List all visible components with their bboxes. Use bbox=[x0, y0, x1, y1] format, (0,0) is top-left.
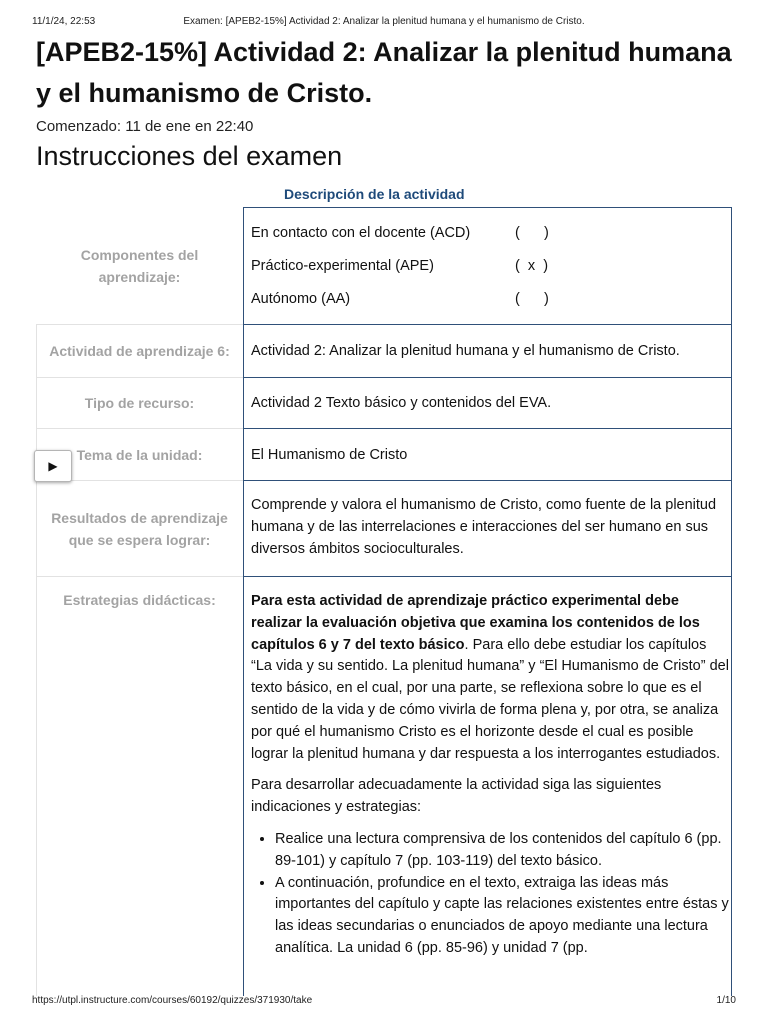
option-aa-mark: ( ) bbox=[515, 291, 549, 307]
activity-value: Actividad 2: Analizar la plenitud humana y el humanismo de Cristo. bbox=[251, 343, 680, 359]
topic-value: El Humanismo de Cristo bbox=[251, 447, 408, 463]
print-url: https://utpl.instructure.com/courses/60192/quizzes/371930/take bbox=[32, 995, 313, 1006]
started-timestamp: Comenzado: 11 de ene en 22:40 bbox=[36, 118, 254, 135]
list-item: • Realice una lectura comprensiva de los contenidos del capítulo 6 (pp. 89-101) y capítulo 7 (pp. 103-119) del texto básico. bbox=[275, 829, 729, 873]
table-caption: Descripción de la actividad bbox=[284, 186, 465, 202]
results-label: Resultados de aprendizaje que se espera lograr: bbox=[51, 509, 228, 548]
quiz-title: [APEB2-15%] Actividad 2: Analizar la plenitud humana y el humanismo de Cristo. bbox=[36, 37, 732, 108]
print-footer bbox=[32, 995, 736, 1009]
strategies-paragraph-1 bbox=[251, 591, 729, 765]
results-value: Comprende y valora el humanismo de Cristo, como fuente de la plenitud humana y de las interrelaciones e interacciones del ser humano en sus diversos ámbitos socioculturales. bbox=[251, 497, 717, 557]
components-label: Componentes del aprendizaje: bbox=[80, 247, 199, 285]
print-document-title: Examen: [APEB2-15%] Actividad 2: Analizar la plenitud humana y el humanismo de Cristo. bbox=[183, 16, 585, 27]
resource-value: Actividad 2 Texto básico y contenidos del EVA. bbox=[251, 395, 552, 411]
strategies-label-cell bbox=[36, 576, 243, 996]
strategies-label: Estrategias didácticas: bbox=[63, 592, 216, 608]
print-date: 11/1/24, 22:53 bbox=[32, 16, 96, 27]
play-button[interactable] bbox=[34, 450, 72, 482]
strategies-intro-rest: . Para ello debe estudiar los capítulos “La vida y su sentido. La plenitud humana” y “El Humanismo de Cristo” del texto básico, en el cual, por una parte, se reflexiona sobre lo que es el sentido de la vida y de cómo vivirla de forma plena y, por otra, se analiza por qué el humanismo Cristo es el horizonte desde el cual es posible lograr la plenitud humana y dar respuesta a los interrogantes estudiados. bbox=[251, 636, 729, 762]
instructions-heading: Instrucciones del examen bbox=[36, 141, 343, 171]
strategies-content bbox=[251, 591, 729, 960]
resource-label: Tipo de recurso: bbox=[84, 395, 195, 411]
option-acd-mark: ( ) bbox=[515, 225, 549, 241]
topic-label: Tema de la unidad: bbox=[76, 446, 203, 463]
list-item: • A continuación, profundice en el texto, extraiga las ideas más importantes del capítulo y capte las relaciones existentes entre éstas y las ideas secundarias o enunciados de apoyo mediante una lectura analítica. La unidad 6 (pp. 85-96) y unidad 7 (pp. bbox=[275, 873, 729, 960]
print-header bbox=[32, 16, 736, 30]
print-page-number: 1/10 bbox=[716, 995, 736, 1006]
strategies-list bbox=[251, 829, 729, 960]
option-acd-label: En contacto con el docente (ACD) bbox=[251, 225, 471, 241]
option-ape-label: Práctico-experimental (APE) bbox=[251, 258, 434, 274]
activity-label: Actividad de aprendizaje 6: bbox=[49, 343, 230, 359]
strategies-bold-intro: Para esta actividad de aprendizaje práctico experimental debe realizar la evaluación objetiva que examina los contenidos de los capítulos 6 y 7 del texto básico bbox=[251, 593, 700, 653]
play-icon: ▶ bbox=[48, 459, 58, 473]
option-aa-label: Autónomo (AA) bbox=[251, 291, 351, 307]
option-ape-mark: ( x ) bbox=[515, 258, 549, 274]
strategies-paragraph-2: Para desarrollar adecuadamente la actividad siga las siguientes indicaciones y estrategias: bbox=[251, 777, 662, 816]
